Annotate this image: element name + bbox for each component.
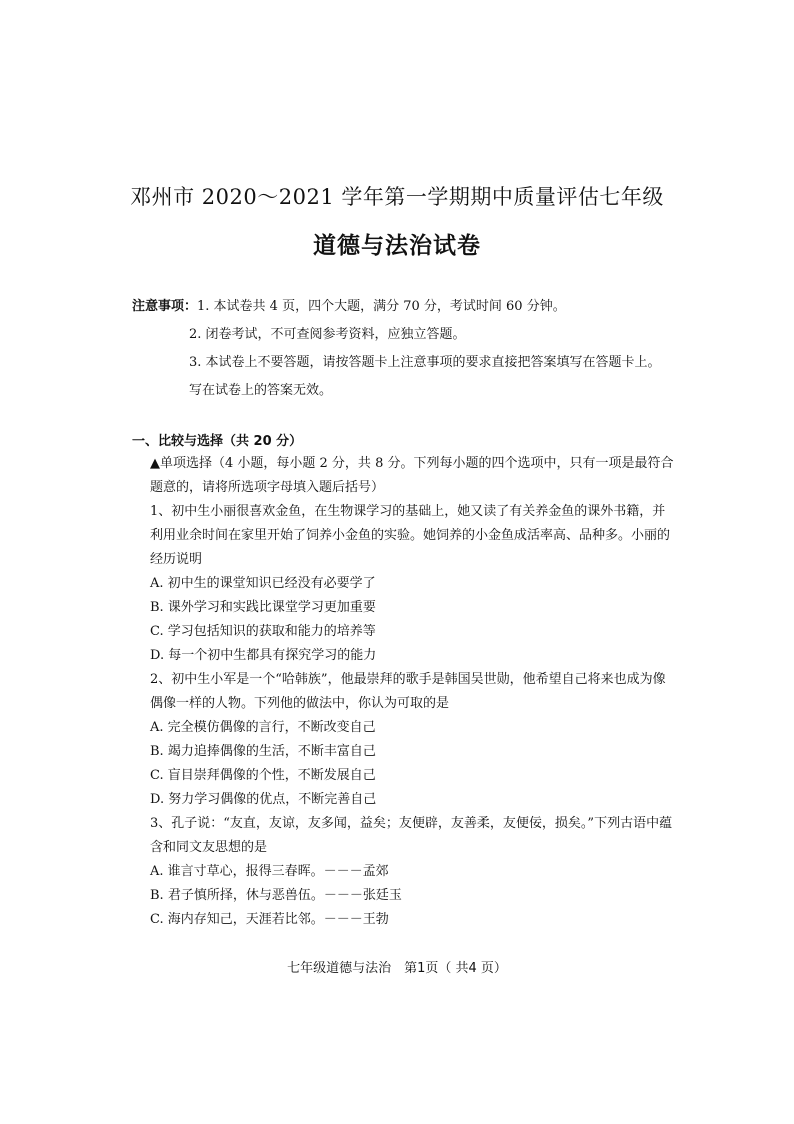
notice-item-3: 3. 本试卷上不要答题，请按答题卡上注意事项的要求直接把答案填写在答题卡上。写在试卷上的答案无效。 [189, 355, 661, 398]
notice-text-1: 1. 本试卷共 4 页，四个大题，满分 70 分，考试时间 60 分钟。 [197, 299, 566, 314]
question-3-stem: 3、孔子说：“友直，友谅，友多闻，益矣；友便辟，友善柔，友便佞，损矣。”下列古语中蕴含和同文友思想的是 [150, 816, 673, 855]
question-3-option-c: C. 海内存知己，天涯若比邻。－－－王勃 [150, 912, 389, 927]
page-footer: 七年级道德与法治 第1页（ 共4 页） [287, 961, 507, 976]
instruction-text: ▲单项选择（4 小题，每小题 2 分，共 8 分。下列每小题的四个选项中，只有一项是最符合题意的，请将所选项字母填入题后括号） [150, 456, 674, 495]
exam-title: 邓州市 2020～2021 学年第一学期期中质量评估七年级 [130, 185, 664, 209]
question-2-option-b: B. 竭力追捧偶像的生活，不断丰富自己 [150, 744, 376, 759]
question-1-option-b: B. 课外学习和实践比课堂学习更加重要 [150, 600, 376, 615]
exam-subtitle: 道德与法治试卷 [313, 233, 481, 259]
question-3-option-b: B. 君子慎所择，休与恶兽伍。－－－张廷玉 [150, 888, 402, 903]
notice-label: 注意事项： [132, 299, 198, 314]
question-2-stem: 2、初中生小军是一个“哈韩族”，他最崇拜的歌手是韩国吴世勋，他希望自己将来也成为像偶像一样的人物。下列他的做法中，你认为可取的是 [150, 672, 666, 711]
notice-item-2: 2. 闭卷考试，不可查阅参考资料，应独立答题。 [189, 327, 466, 342]
question-2-option-a: A. 完全模仿偶像的言行，不断改变自己 [150, 720, 376, 735]
questions-block [150, 452, 675, 932]
notice-item-1 [132, 293, 672, 321]
notice-block [132, 293, 672, 405]
question-2-option-d: D. 努力学习偶像的优点，不断完善自己 [150, 792, 377, 807]
question-1-stem: 1、初中生小丽很喜欢金鱼，在生物课学习的基础上，她又读了有关养金鱼的课外书籍，并利用业余时间在家里开始了饲养小金鱼的实验。她饲养的小金鱼成活率高、品种多。小丽的经历说明 [150, 504, 671, 567]
question-1-option-d: D. 每一个初中生都具有探究学习的能力 [150, 648, 377, 663]
question-1-option-c: C. 学习包括知识的获取和能力的培养等 [150, 624, 376, 639]
question-3-option-a: A. 谁言寸草心，报得三春晖。－－－孟郊 [150, 864, 389, 879]
section-heading: 一、比较与选择（共 20 分） [132, 434, 303, 449]
question-2-option-c: C. 盲目崇拜偶像的个性，不断发展自己 [150, 768, 376, 783]
question-1-option-a: A. 初中生的课堂知识已经没有必要学了 [150, 576, 376, 591]
